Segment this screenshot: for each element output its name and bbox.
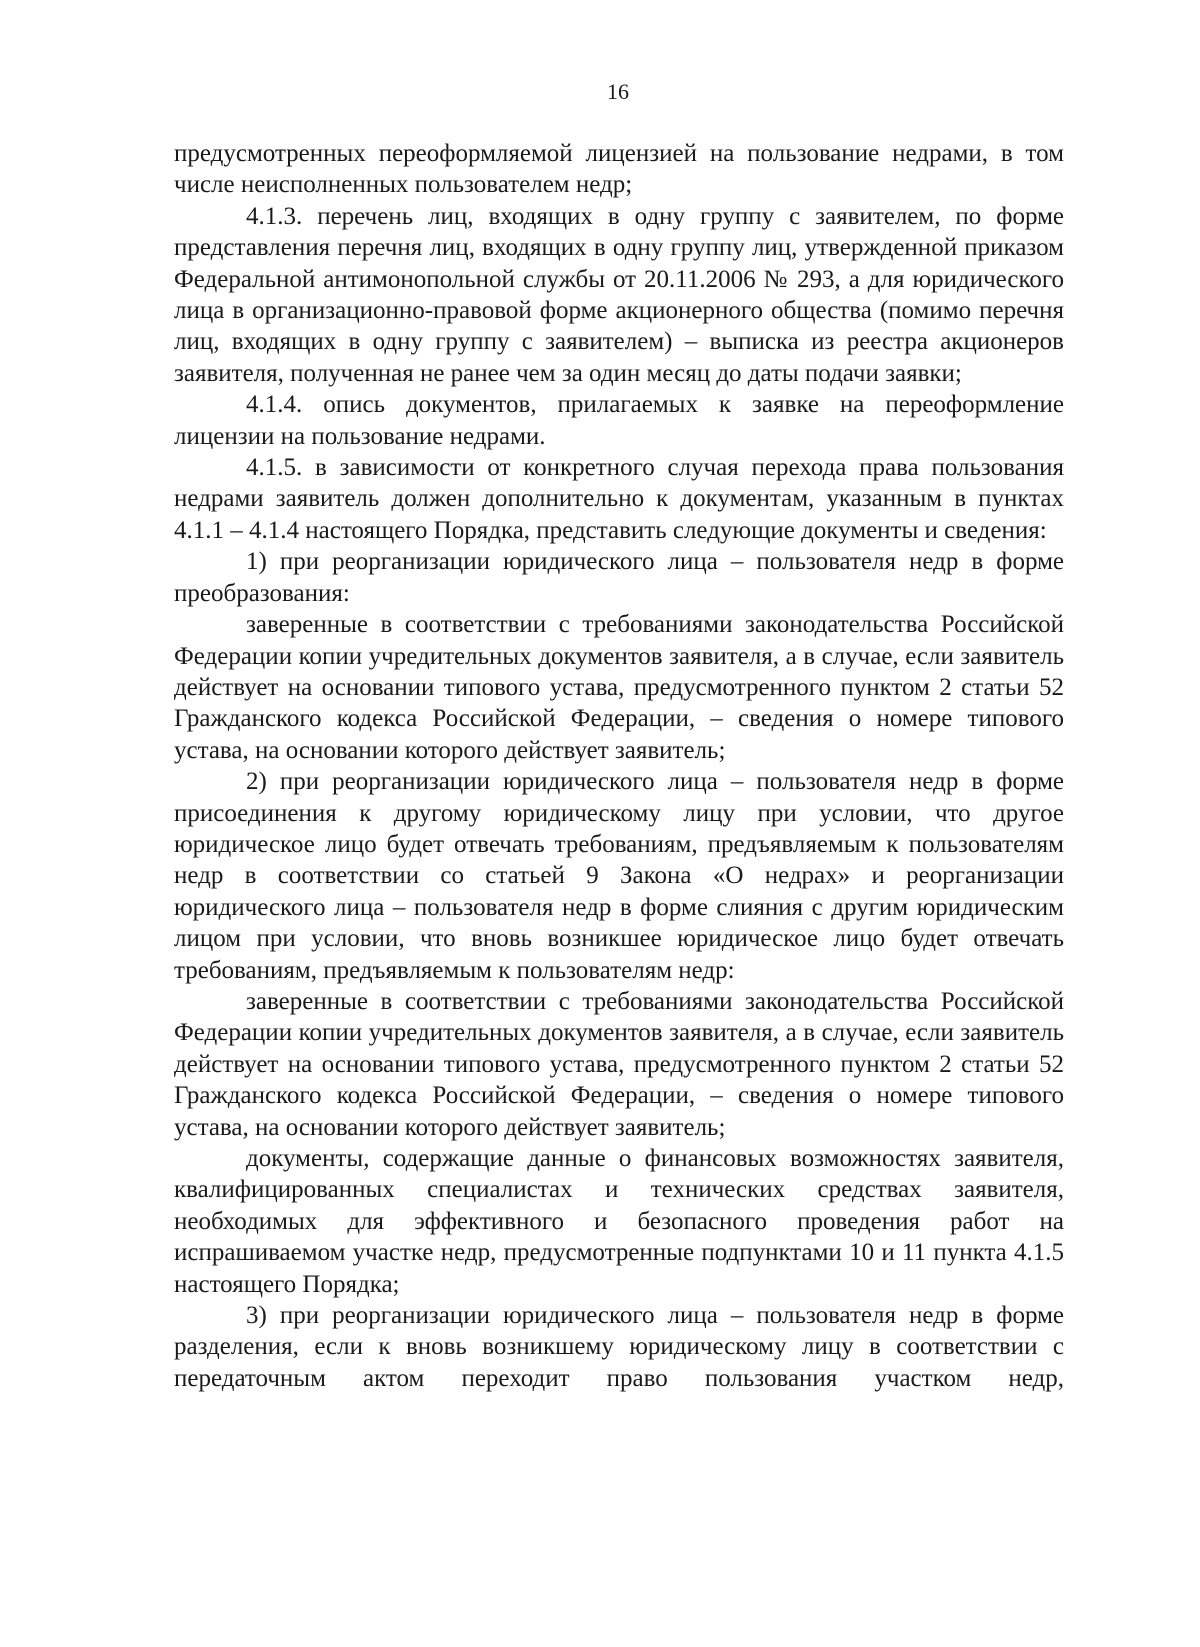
document-body <box>174 138 1064 1394</box>
paragraph: 2) при реорганизации юридического лица – пользователя недр в форме присоединения к другому юридическому лицу при условии, что другое юридическое лицо будет отвечать требованиям, предъявляемым к пользователям недр в соответствии со статьей 9 Закона «О недрах» и реорганизации юридического лица – пользователя недр в форме слияния с другим юридическим лицом при условии, что вновь возникшее юридическое лицо будет отвечать требованиям, предъявляемым к пользователям недр: <box>174 768 1064 984</box>
paragraph: предусмотренных переоформляемой лицензией на пользование недрами, в том числе неисполненных пользователем недр; <box>174 140 1064 199</box>
paragraph: 4.1.3. перечень лиц, входящих в одну группу с заявителем, по форме представления перечня лиц, входящих в одну группу лиц, утвержденной приказом Федеральной антимонопольной службы от 20.11.2006 № 293, а для юридического лица в организационно-правовой форме акционерного общества (помимо перечня лиц, входящих в одну группу с заявителем) – выписка из реестра акционеров заявителя, полученная не ранее чем за один месяц до даты подачи заявки; <box>174 202 1064 387</box>
paragraph: 4.1.5. в зависимости от конкретного случая перехода права пользования недрами заявитель должен дополнительно к документам, указанным в пунктах 4.1.1 – 4.1.4 настоящего Порядка, представить следующие документы и сведения: <box>174 454 1064 544</box>
paragraph: 1) при реорганизации юридического лица – пользователя недр в форме преобразования: <box>174 548 1064 607</box>
paragraph: 3) при реорганизации юридического лица – пользователя недр в форме разделения, если к вновь возникшему юридическому лицу в соответствии с передаточным актом переходит право пользования участком недр, <box>174 1302 1064 1392</box>
paragraph: заверенные в соответствии с требованиями законодательства Российской Федерации копии учредительных документов заявителя, а в случае, если заявитель действует на основании типового устава, предусмотренного пунктом 2 статьи 52 Гражданского кодекса Российской Федерации, – сведения о номере типового устава, на основании которого действует заявитель; <box>174 611 1064 764</box>
paragraph: заверенные в соответствии с требованиями законодательства Российской Федерации копии учредительных документов заявителя, а в случае, если заявитель действует на основании типового устава, предусмотренного пунктом 2 статьи 52 Гражданского кодекса Российской Федерации, – сведения о номере типового устава, на основании которого действует заявитель; <box>174 987 1064 1141</box>
page-number: 16 <box>607 79 629 104</box>
paragraph: документы, содержащие данные о финансовых возможностях заявителя, квалифицированных специалистах и технических средствах заявителя, необходимых для эффективного и безопасного проведения работ на испрашиваемом участке недр, предусмотренные подпунктами 10 и 11 пункта 4.1.5 настоящего Порядка; <box>174 1145 1064 1298</box>
paragraph: 4.1.4. опись документов, прилагаемых к заявке на переоформление лицензии на пользование недрами. <box>174 391 1064 450</box>
